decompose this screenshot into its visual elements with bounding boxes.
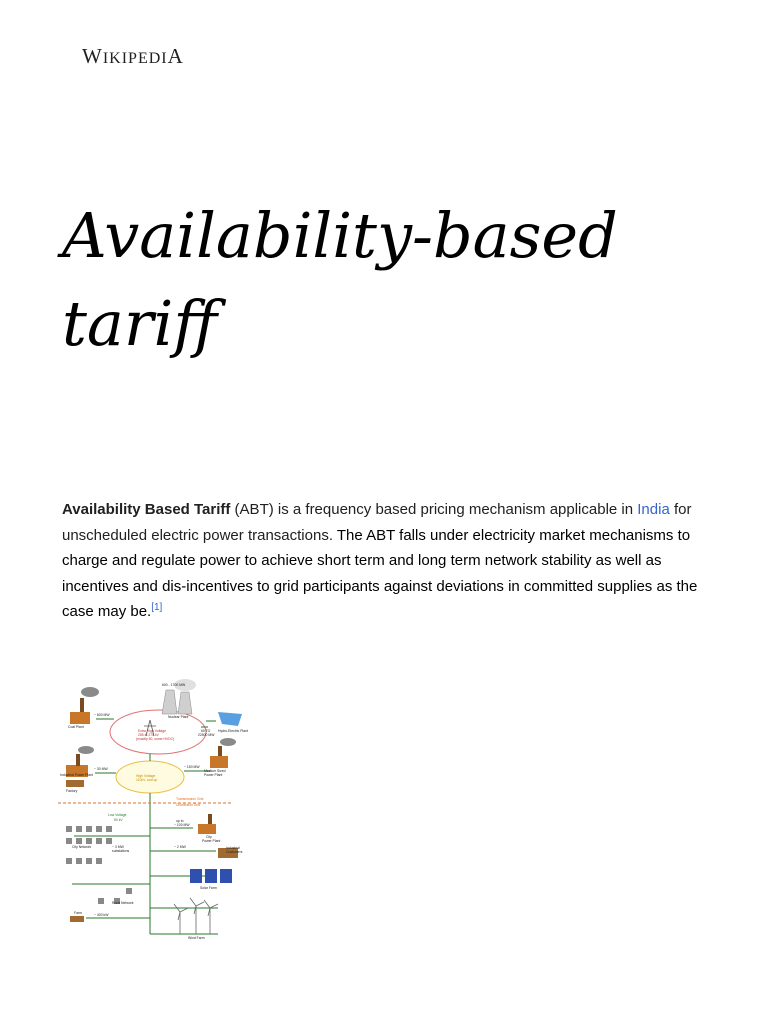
wikipedia-logo-text: WIKIPEDIA: [82, 44, 184, 68]
label-ind-cust1: Industrial: [226, 846, 240, 850]
label-hydro-mw2: 22500 MW: [198, 733, 215, 737]
label-subs-mw: ~ 3 MW: [112, 845, 124, 849]
label-hv2: 110kV, and up: [136, 778, 158, 782]
medium-plant-icon: [210, 756, 228, 768]
label-city-network: City Network: [72, 845, 92, 849]
label-nuclear-mw: 600 - 1700 MW: [162, 683, 186, 687]
electrical-grid-diagram: [58, 676, 258, 942]
term-bold: Availability Based Tariff: [62, 501, 231, 518]
page-title: Availability-based tariff: [62, 199, 618, 360]
label-ehv2: 265 to 275 kV: [138, 733, 159, 737]
label-ind-cust-mw: ~ 2 MW: [174, 845, 186, 849]
farm-icon: [70, 916, 84, 922]
label-coal-plant: Coal Plant: [68, 725, 84, 729]
label-transmission2: Distribution Grid: [176, 803, 201, 807]
wikipedia-logo[interactable]: [82, 44, 184, 69]
nuclear-plant-icon: [162, 690, 177, 714]
label-city-plant2: Power Plant: [202, 839, 221, 843]
label-factory: Factory: [66, 789, 78, 793]
intro-paragraph: Availability Based Tariff (ABT) is a frequency based pricing mechanism applicable in India for unscheduled electric power transactions. The ABT falls under electricity market mechanisms to charge and regulate power to achieve short term and long term network stability as well as incentives and dis-incentives to grid participants against deviations in committed supplies as the case may be.[1]: [62, 501, 698, 620]
electricity-market-link[interactable]: electricity market: [472, 526, 586, 544]
label-ehv3: (exactly 60, some HVDC): [136, 737, 175, 741]
solar-farm-icon: [190, 869, 232, 883]
label-ind-cust2: Customers: [226, 850, 243, 854]
label-lv1: Low Voltage: [108, 813, 127, 817]
wind-farm-icon: [174, 898, 218, 934]
label-farm: Farm: [74, 911, 82, 915]
label-solar-farm: Solar Farm: [200, 886, 217, 890]
india-link[interactable]: India: [637, 501, 670, 518]
label-city-plant1: City: [206, 835, 212, 839]
label-city-mw2: ~ 100 MW: [174, 823, 190, 827]
reference-link-1[interactable]: [1]: [151, 602, 163, 613]
label-ehv1: Extra High Voltage: [138, 729, 167, 733]
city-plant-icon: [198, 824, 216, 834]
label-ind-mw: ~ 30 MW: [94, 767, 108, 771]
coal-plant-icon: [70, 712, 90, 724]
label-lv2: 50 kV: [114, 818, 123, 822]
label-nuclear-plant: Nuclear Plant: [168, 715, 189, 719]
label-hydro-plant: Hydro-Electric Plant: [218, 729, 248, 733]
label-medium-mw: ~ 150 MW: [184, 765, 200, 769]
label-hv1: High Voltage: [136, 774, 156, 778]
label-industrial-plant: Industrial Power Plant: [60, 773, 93, 777]
label-city-mw1: up to: [176, 819, 184, 823]
label-medium-plant1: Medium Sized: [204, 769, 226, 773]
label-farm-mw: ~ 400 kW: [94, 913, 109, 917]
label-coal-mw: ~ 600 MW: [94, 713, 110, 717]
label-wind-farm: Wind Farm: [188, 936, 205, 940]
label-substations: substations: [112, 849, 130, 853]
label-rural-network: Rural Network: [112, 901, 134, 905]
label-medium-plant2: Power Plant: [204, 773, 223, 777]
hydro-plant-icon: [218, 712, 242, 726]
label-transmission1: Transmission Grid: [176, 797, 204, 801]
city-houses-icon: [66, 826, 132, 904]
label-hydro-mw1: 60 TO: [201, 729, 211, 733]
